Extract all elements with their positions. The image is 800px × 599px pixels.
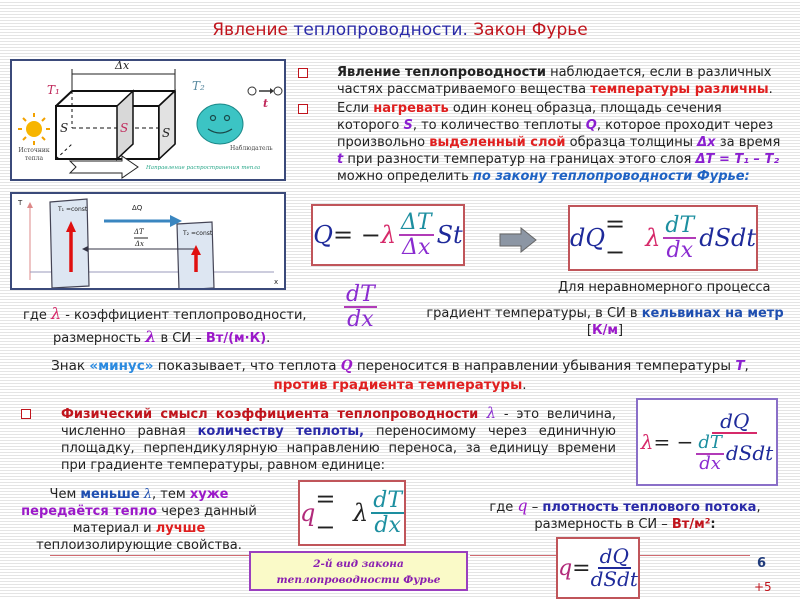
nonuniform-caption: Для неравномерного процесса [558, 280, 771, 295]
direction-label: Направление распространения тепла [146, 165, 261, 171]
slide-title [0, 20, 800, 40]
gradient-fraction: $\frac{dT}{dx}$ [346, 282, 375, 333]
lambda-definition-line-1: где λ - коэффициент теплопроводности, [23, 304, 307, 323]
heat-flux-gradient-formula: q = − λ $\frac{dT}{dx}$ [298, 480, 406, 546]
dq-label: ΔQ [132, 204, 143, 212]
second-form-note-box: 2-й вид закона теплопроводности Фурье [249, 551, 468, 591]
gradient-diagram [10, 192, 286, 290]
source-label: Источник тепла [18, 147, 50, 162]
bullet-icon [21, 409, 31, 419]
plates-diagram-svg [12, 194, 284, 288]
bullet-icon [298, 104, 308, 114]
title-part-1: Явление [212, 20, 294, 40]
lambda-definition-line-2: размерность λ в СИ – Вт/(м·К). [53, 327, 271, 346]
gradient-description: градиент температуры, в СИ в кельвинах на метр [К/м] [426, 306, 784, 338]
page-number: 6 [757, 556, 767, 571]
t1-label: T₁ [47, 83, 60, 97]
implies-arrow-icon [499, 227, 537, 253]
s-mid-label: S [120, 121, 129, 135]
formula2-fraction: $\frac{dT}{dx}$ [665, 212, 695, 263]
grad-num: ΔT [134, 228, 144, 236]
plate2-label: T₂ =const [183, 230, 213, 237]
plate1-label: T₁ =const [58, 206, 88, 213]
bullet-text-2: Если нагревать один конец образца, площадь сечения которого S, то количество теплоты Q, которое проходит через произвольно выделенный слой образца толщины Δx за время t при разности температур на границах этого слоя ΔT = T₁ – T₂ можно определить по закону теплопроводности Фурье: [337, 101, 781, 184]
divider-line [50, 555, 250, 556]
physical-meaning-paragraph: Физический смысл коэффициента теплопроводности λ - это величина, численно равная количеству теплоты, переносимому через единичную площадку, перпендикулярную направлению переноса, за единицу времени при градиенте температуры, равном единице: [61, 404, 617, 473]
heat-flux-definition: где q – плотность теплового потока, размерность в СИ – Вт/м²: [489, 496, 761, 532]
observer-label: Наблюдатель [230, 145, 273, 152]
sun-icon [18, 113, 50, 145]
fourier-law-integral-formula: Q = − λ $\frac{\Delta T}{\Delta x}$ St [311, 204, 465, 266]
fourier-law-differential-formula: dQ = − λ $\frac{dT}{dx}$ dSdt [568, 205, 758, 271]
title-part-3: Закон Фурье [467, 20, 588, 40]
heat-conduction-diagram [10, 59, 286, 181]
grad-den: Δx [135, 240, 145, 248]
bullet-text-1: Явление теплопроводности наблюдается, если в различных частях рассматриваемого вещества температуры различны. [337, 65, 773, 97]
insulation-paragraph: Чем меньше λ, тем хуже передаётся тепло через данный материал и лучше теплоизолирующие свойства. [21, 487, 257, 553]
heat-flux-formula: q = $\frac{dQ}{\text{dSdt}}$ [556, 537, 640, 599]
dx-label: Δx [115, 59, 130, 72]
minus-sign-paragraph: Знак «минус» показывает, что теплота Q переносится в направлении убывания температуры T, против градиента температуры. [51, 358, 749, 393]
clock-icon [248, 87, 282, 95]
s-right-label: S [162, 126, 171, 140]
x-axis-label: x [274, 278, 279, 286]
t-axis-label: T [18, 199, 23, 207]
bullet-icon [298, 68, 308, 78]
t2-label: T₂ [192, 79, 205, 93]
time-label: t [263, 97, 269, 110]
observer-smiley-icon [197, 104, 243, 144]
formula1-fraction: $\frac{\Delta T}{\Delta x}$ [401, 209, 432, 260]
lambda-formula: λ = − dQ $\frac{dT}{dx}$ dSdt [636, 398, 778, 486]
page-extra: +5 [754, 580, 772, 594]
title-part-2: теплопроводности. [293, 20, 468, 40]
s-left-label: S [60, 121, 69, 135]
